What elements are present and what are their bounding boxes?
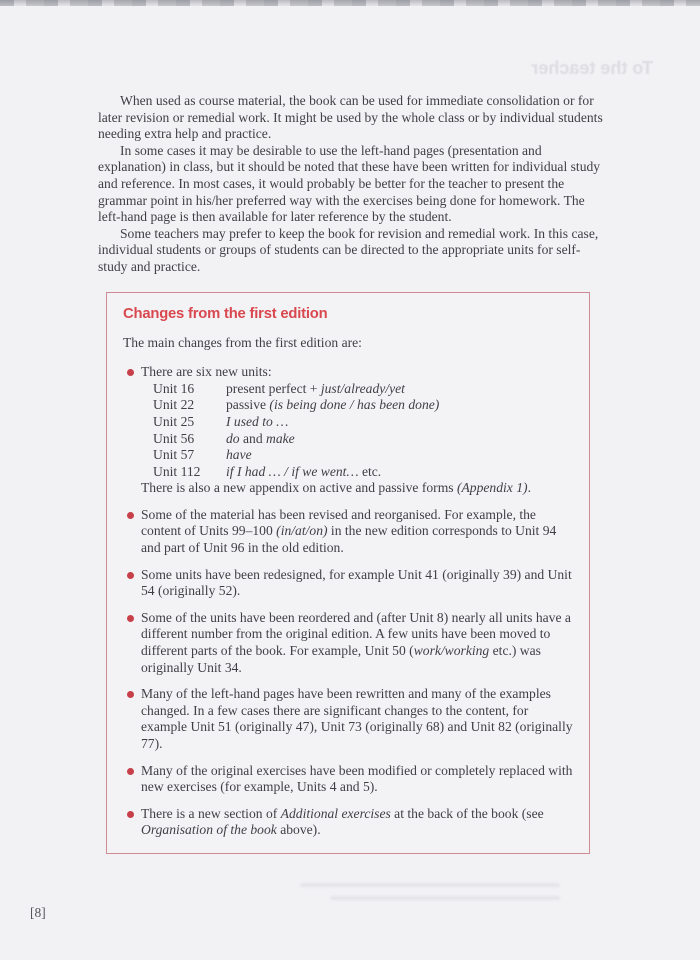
unit-row [141, 447, 577, 464]
paragraph: In some cases it may be desirable to use the left-hand pages (presentation and explanation) in class, but it should be noted that these have been written for individual study and reference. In most cases, it would probably be better for the teacher to present the grammar point in his/her preferred way with the exercises being done for homework. The left-hand page is then available for later reference by the student. [98, 142, 601, 225]
unit-row [141, 381, 577, 398]
unit-row [141, 464, 577, 481]
bullet-icon [127, 691, 134, 698]
unit-label: Unit 16 [153, 380, 195, 396]
bullet-item [123, 686, 577, 752]
bullet-item [123, 610, 577, 676]
paragraph: Some teachers may prefer to keep the book for revision and remedial work. In this case, individual students or groups of students can be directed to the appropriate units for self-study and practice. [98, 225, 599, 274]
unit-description: present perfect + just/already/yet [226, 380, 405, 396]
bullet-icon [127, 615, 134, 622]
bullet-icon [127, 768, 134, 775]
changes-box-intro: The main changes from the first edition are: [123, 334, 362, 350]
bleedthrough-text-line [330, 896, 560, 900]
bullet-item [123, 507, 577, 557]
bullet-text: Some of the material has been revised and reorganised. For example, the content of Units 99–100 (in/at/on) in the new edition corresponds to Unit 94 and part of Unit 96 in the old edition. [141, 506, 557, 556]
unit-row [141, 431, 577, 448]
changes-box-title: Changes from the first edition [123, 305, 328, 322]
bullet-item [123, 806, 577, 839]
bullet-icon [127, 572, 134, 579]
bullet-text: Many of the original exercises have been modified or completely replaced with new exercises (for example, Units 4 and 5). [141, 762, 573, 795]
unit-description: passive (is being done / has been done) [226, 397, 440, 413]
unit-label: Unit 56 [153, 430, 195, 446]
unit-label: Unit 57 [153, 447, 195, 463]
changes-box [106, 292, 590, 854]
unit-description: if I had … / if we went… etc. [226, 463, 382, 479]
unit-label: Unit 112 [153, 463, 201, 479]
bleedthrough-heading: To the teacher [531, 58, 653, 78]
paragraph: When used as course material, the book can be used for immediate consolidation or for later revision or remedial work. It might be used by the whole class or by individual students needing extra help and practice. [98, 93, 603, 142]
bullet-text: There are six new units: [141, 364, 272, 380]
bleedthrough-text-line [300, 883, 560, 887]
bullet-item [123, 763, 577, 796]
page-number: [8] [30, 905, 46, 920]
bullet-item [123, 567, 577, 600]
unit-label: Unit 25 [153, 413, 195, 429]
bullet-icon [127, 811, 134, 818]
changes-bullet-list [123, 364, 577, 839]
unit-description: I used to … [226, 413, 289, 429]
bullet-tail-text: There is also a new appendix on active and passive forms (Appendix 1). [141, 480, 531, 496]
unit-row [141, 414, 577, 431]
bullet-icon [127, 512, 134, 519]
bullet-item [123, 364, 577, 497]
bullet-icon [127, 369, 134, 376]
page-content [98, 93, 603, 854]
unit-label: Unit 22 [153, 397, 195, 413]
bullet-text: Many of the left-hand pages have been rewritten and many of the examples changed. In a few cases there are significant changes to the content, for example Unit 51 (originally 47), Unit 73 (originally 68) and Unit 82 (originally 77). [141, 686, 573, 751]
scan-edge-artifact [0, 0, 700, 6]
unit-row [141, 397, 577, 414]
unit-description: do and make [226, 430, 295, 446]
bullet-text: Some units have been redesigned, for example Unit 41 (originally 39) and Unit 54 (originally 52). [141, 566, 572, 599]
unit-description: have [226, 447, 252, 463]
bullet-text: There is a new section of Additional exercises at the back of the book (see Organisation of the book above). [141, 805, 544, 838]
bullet-text: Some of the units have been reordered and (after Unit 8) nearly all units have a different number from the original edition. A few units have been moved to different parts of the book. For example, Unit 50 (work/working etc.) was originally Unit 34. [141, 609, 571, 675]
intro-paragraphs [98, 93, 603, 276]
